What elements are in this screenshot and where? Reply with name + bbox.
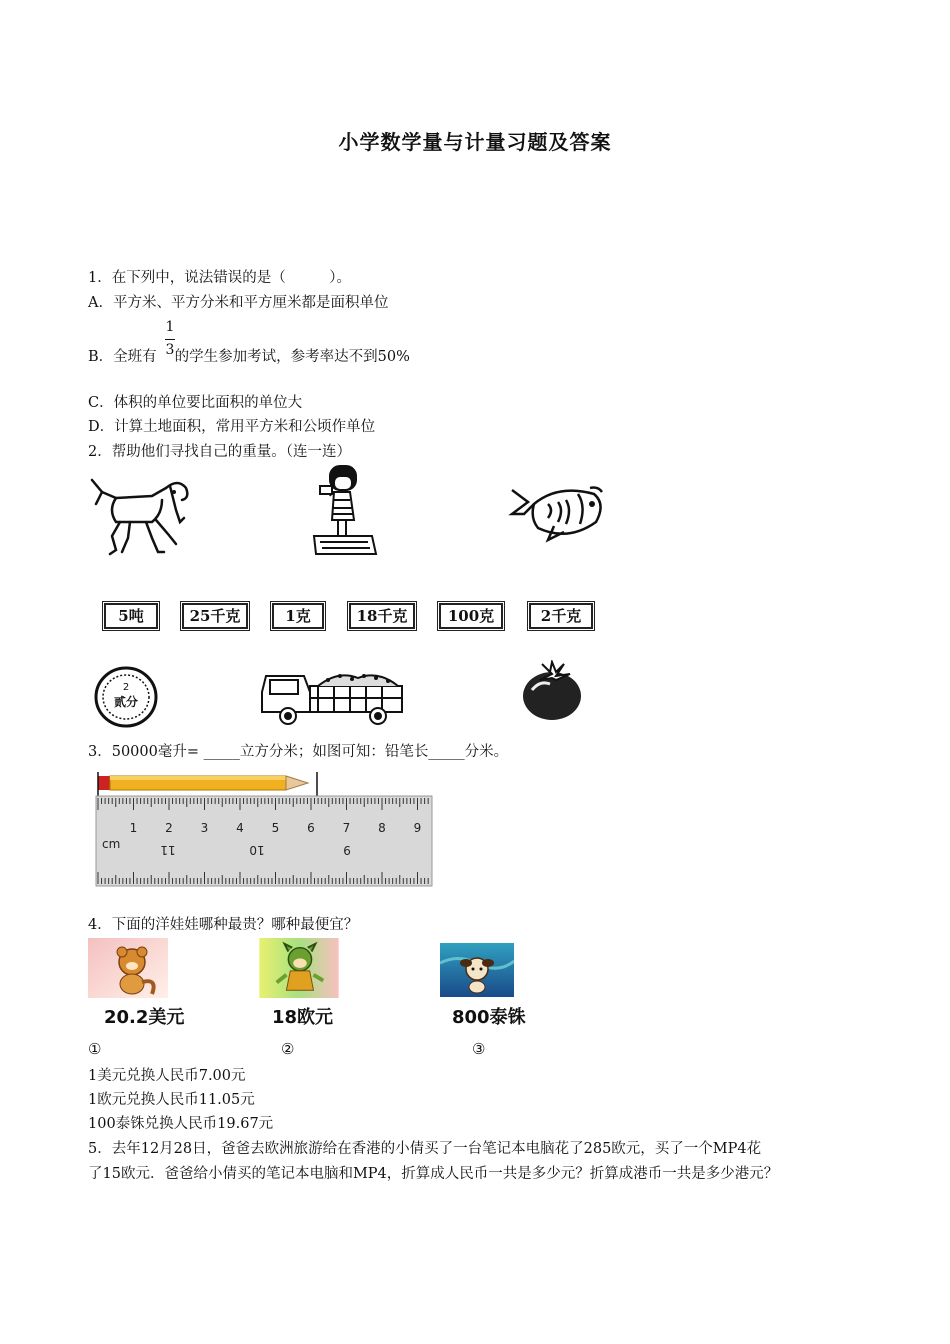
coin-label: 贰分	[113, 695, 139, 709]
weight-box: 100克	[439, 603, 503, 629]
ruler-figure	[90, 768, 436, 890]
doll-1-picture	[88, 938, 168, 998]
doll-2-price: 18欧元	[272, 1007, 334, 1028]
weight-box: 25千克	[182, 603, 248, 629]
rate-eur: 1欧元兑换人民币11.05元	[88, 1092, 255, 1108]
marker-2: ②	[281, 1040, 295, 1058]
q1-option-b-prefix: B．全班有	[88, 349, 157, 365]
ruler-bottom-label: 9	[343, 843, 351, 857]
girl-on-scale-picture	[310, 462, 382, 560]
q2-stem: 2．帮助他们寻找自己的重量。（连一连）	[88, 444, 351, 460]
q1-option-d: D．计算土地面积，常用平方米和公顷作单位	[88, 419, 376, 435]
coin-picture	[94, 666, 158, 728]
q1-stem: 1．在下列中，说法错误的是（ ）。	[88, 270, 351, 286]
q1-option-b-suffix: 的学生参加考试，参考率达不到50%	[174, 349, 410, 365]
ruler-top-label: 3	[200, 821, 209, 835]
coin-number: 2	[122, 682, 130, 693]
ruler-top-label: 5	[271, 821, 280, 835]
q5-line-2: 了15欧元．爸爸给小倩买的笔记本电脑和MP4，折算成人民币一共是多少元？折算成港币一共是多少港元？	[88, 1166, 779, 1182]
pencil-tip	[286, 776, 308, 790]
goat-picture	[86, 474, 192, 558]
rate-thb: 100泰铢兑换人民币19.67元	[88, 1116, 274, 1132]
fraction-numerator: 1	[165, 319, 175, 335]
weight-box: 2千克	[529, 603, 593, 629]
doll-3-price: 800泰铢	[452, 1007, 526, 1028]
q5-line-1: 5．去年12月28日，爸爸去欧洲旅游给在香港的小倩买了一台笔记本电脑花了285欧元，买了一个MP4花	[88, 1141, 762, 1157]
ruler-unit-label: cm	[102, 837, 121, 851]
page-title: 小学数学量与计量习题及答案	[338, 130, 612, 154]
ruler-top-label: 1	[129, 821, 138, 835]
ruler-top-label: 7	[342, 821, 351, 835]
fish-picture	[508, 484, 608, 544]
q1-option-c: C．体积的单位要比面积的单位大	[88, 395, 303, 411]
weight-box: 18千克	[349, 603, 415, 629]
doll-3-picture	[440, 940, 514, 1000]
q1-option-a: A．平方米、平方分米和平方厘米都是面积单位	[88, 295, 389, 311]
ruler-top-label: 9	[413, 821, 422, 835]
marker-3: ③	[472, 1040, 486, 1058]
ruler-top-label: 8	[378, 821, 386, 835]
rate-usd: 1美元兑换人民币7.00元	[88, 1068, 246, 1084]
doll-1-price: 20.2美元	[104, 1007, 185, 1028]
ruler-top-label: 6	[307, 821, 315, 835]
ruler-bottom-label: 11	[160, 843, 176, 857]
fraction-bar	[165, 339, 175, 340]
weight-box: 1克	[272, 603, 324, 629]
pencil-eraser	[98, 776, 110, 790]
doll-2-picture	[258, 938, 340, 998]
tomato-picture	[520, 660, 584, 722]
truck-picture	[258, 664, 404, 726]
marker-1: ①	[88, 1040, 102, 1058]
weight-box: 5吨	[104, 603, 158, 629]
q4-stem: 4．下面的洋娃娃哪种最贵？哪种最便宜？	[88, 917, 359, 933]
q1-option-b	[88, 347, 410, 367]
q3-stem: 3．50000毫升= _____立方分米；如图可知：铅笔长_____分米。	[88, 744, 509, 760]
fraction-denominator: 3	[165, 342, 175, 358]
ruler-top-label: 4	[236, 821, 244, 835]
ruler-top-label: 2	[165, 821, 173, 835]
ruler-bottom-label: 10	[249, 843, 265, 857]
